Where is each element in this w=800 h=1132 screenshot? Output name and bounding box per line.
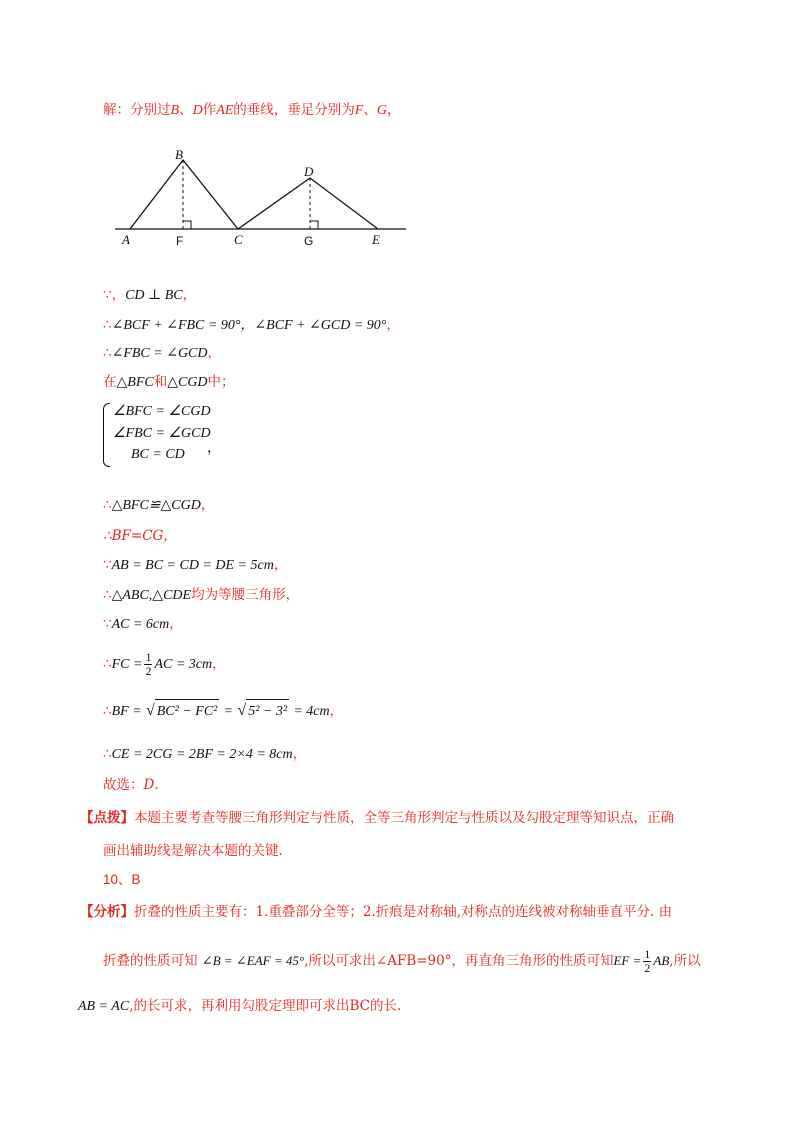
tip-line-1 xyxy=(80,808,674,828)
step-12-expr: CE = 2CG = 2BF = 2×4 = 8cm xyxy=(111,747,293,762)
system-row-2: ∠FBC = ∠GCD xyxy=(113,426,211,441)
fraction-numerator: 1 xyxy=(644,947,651,961)
step-10-rhs: AC = 3cm xyxy=(154,657,213,672)
label-c: C xyxy=(234,232,243,247)
fraction-half xyxy=(144,651,152,678)
step-5-expr: △BFC≌△CGD xyxy=(111,498,201,513)
point-b: B xyxy=(170,103,180,118)
segment-ae: AE xyxy=(216,103,234,118)
analysis-text-2b: ,所以可求出∠AFB=90°，再直角三角形的性质可知 xyxy=(304,953,614,969)
step-13 xyxy=(103,775,159,795)
step-7 xyxy=(103,555,287,576)
therefore-symbol: ∴ xyxy=(103,345,112,361)
step-11-tail: ， xyxy=(329,703,344,719)
label-f: F xyxy=(176,234,184,248)
right-angle-g xyxy=(310,221,318,229)
step-4-and: 和 xyxy=(153,374,168,390)
label-b: B xyxy=(175,147,183,162)
therefore-symbol: ∴ xyxy=(103,703,112,719)
tip-tag: 【点拨】 xyxy=(80,810,134,826)
question-10-number: 10、B xyxy=(103,872,141,887)
step-10-lhs: FC = xyxy=(111,657,143,672)
step-2 xyxy=(103,315,400,336)
analysis-expr-ab-ac: AB = AC xyxy=(78,999,130,1014)
intro-mid2: 的垂线，垂足分别为 xyxy=(233,102,355,118)
step-10 xyxy=(103,650,226,679)
answer-letter: D xyxy=(143,777,155,793)
step-8-tail: 均为等腰三角形， xyxy=(191,587,300,603)
intro-text: 解：分别过 xyxy=(103,102,171,118)
system-row-1: ∠BFC = ∠CGD xyxy=(113,404,211,419)
step-6: ∴BF=CG， xyxy=(103,528,177,544)
therefore-symbol: ∴ xyxy=(103,497,112,513)
step-11 xyxy=(103,699,343,724)
step-5-tail: ， xyxy=(200,497,215,513)
analysis-text-1: 折叠的性质主要有：1.重叠部分全等；2.折痕是对称轴,对称点的连线被对称轴垂直平分. 由 xyxy=(134,904,673,920)
intro-mid: 作 xyxy=(202,102,217,118)
label-g: G xyxy=(304,234,314,248)
analysis-text-2a: 折叠的性质可知 xyxy=(103,953,198,969)
label-e: E xyxy=(372,232,380,247)
fraction-denominator: 2 xyxy=(644,961,651,975)
label-a: A xyxy=(122,232,130,247)
step-5 xyxy=(103,495,214,516)
fraction-denominator: 2 xyxy=(145,664,152,678)
step-12 xyxy=(103,744,306,765)
triangle-bfc: △BFC xyxy=(116,375,154,390)
therefore-symbol: ∴ xyxy=(103,656,112,672)
fraction-half xyxy=(643,948,651,975)
answer-prefix: 故选： xyxy=(103,777,144,793)
radicand-2: 5² − 3² xyxy=(246,699,289,724)
step-8-expr: △ABC,△CDE xyxy=(111,588,192,603)
step-4 xyxy=(103,372,235,393)
step-12-tail: ， xyxy=(292,746,307,762)
analysis-tag: 【分析】 xyxy=(80,904,134,920)
step-4-pre: 在 xyxy=(103,374,117,390)
step-1-tail: ， xyxy=(182,287,197,303)
because-symbol: ∵， xyxy=(103,287,126,303)
point-f: F xyxy=(354,103,364,118)
because-symbol: ∵ xyxy=(103,616,112,632)
step-7-expr: AB = BC = CD = DE = 5cm xyxy=(111,558,274,573)
geometry-figure xyxy=(110,140,410,252)
analysis-line-3 xyxy=(78,996,401,1017)
analysis-ef-rhs: AB xyxy=(653,953,670,968)
intro-sep: 、 xyxy=(179,102,193,118)
triangle-cde xyxy=(238,178,378,229)
step-1-expr: CD ⊥ BC xyxy=(125,288,183,303)
system-row-3: BC = CD xyxy=(131,447,185,462)
intro-sep2: 、 xyxy=(363,102,377,118)
step-4-post: 中； xyxy=(207,374,235,390)
therefore-symbol: ∴ xyxy=(103,587,112,603)
point-d: D xyxy=(192,103,203,118)
step-3-tail: ， xyxy=(207,345,222,361)
analysis-text-3: ,的长可求，再利用勾股定理即可求出BC的长. xyxy=(129,998,402,1014)
step-2-tail: ， xyxy=(386,317,400,333)
step-11-eq: = xyxy=(223,704,234,719)
therefore-symbol: ∴ xyxy=(103,746,112,762)
fraction-numerator: 1 xyxy=(145,650,152,664)
step-1 xyxy=(103,285,196,306)
step-11-lhs: BF = xyxy=(111,704,142,719)
system-tail: ， xyxy=(207,441,221,456)
analysis-line-2 xyxy=(103,946,701,976)
radicand-1: BC² − FC² xyxy=(155,699,220,724)
step-9-expr: AC = 6cm xyxy=(111,617,170,632)
answer-tail: . xyxy=(154,777,159,793)
equation-system xyxy=(103,401,243,467)
triangle-abc xyxy=(130,160,238,229)
tip-line-2: 画出辅助线是解决本题的关键. xyxy=(103,843,283,859)
radical-sign: √ xyxy=(145,702,155,719)
radical-sign: √ xyxy=(237,702,247,719)
therefore-symbol: ∴ xyxy=(103,317,112,333)
step-7-tail: ， xyxy=(273,557,288,573)
analysis-ef-lhs: EF = xyxy=(613,953,642,968)
analysis-expr-angle: ∠B = ∠EAF = 45° xyxy=(201,953,305,968)
intro-line xyxy=(103,100,400,121)
step-10-tail: ， xyxy=(212,656,226,672)
label-d: D xyxy=(304,164,314,179)
triangle-cgd: △CGD xyxy=(167,375,208,390)
step-11-rhs: = 4cm xyxy=(293,704,330,719)
step-8 xyxy=(103,585,299,606)
step-3-expr: ∠FBC = ∠GCD xyxy=(111,346,208,361)
intro-tail: ， xyxy=(386,102,401,118)
step-3 xyxy=(103,343,221,364)
step-9 xyxy=(103,614,183,635)
right-angle-f xyxy=(183,221,191,229)
because-symbol: ∵ xyxy=(103,557,112,573)
analysis-text-2c: ,所以 xyxy=(669,953,701,969)
step-9-tail: ， xyxy=(169,616,183,632)
left-brace xyxy=(103,403,110,467)
tip-text-1: 本题主要考查等腰三角形判定与性质，全等三角形判定与性质以及勾股定理等知识点，正确 xyxy=(134,810,674,826)
analysis-line-1 xyxy=(80,902,672,922)
step-2-expr: ∠BCF + ∠FBC = 90°，∠BCF + ∠GCD = 90° xyxy=(111,318,387,333)
point-g: G xyxy=(376,103,387,118)
